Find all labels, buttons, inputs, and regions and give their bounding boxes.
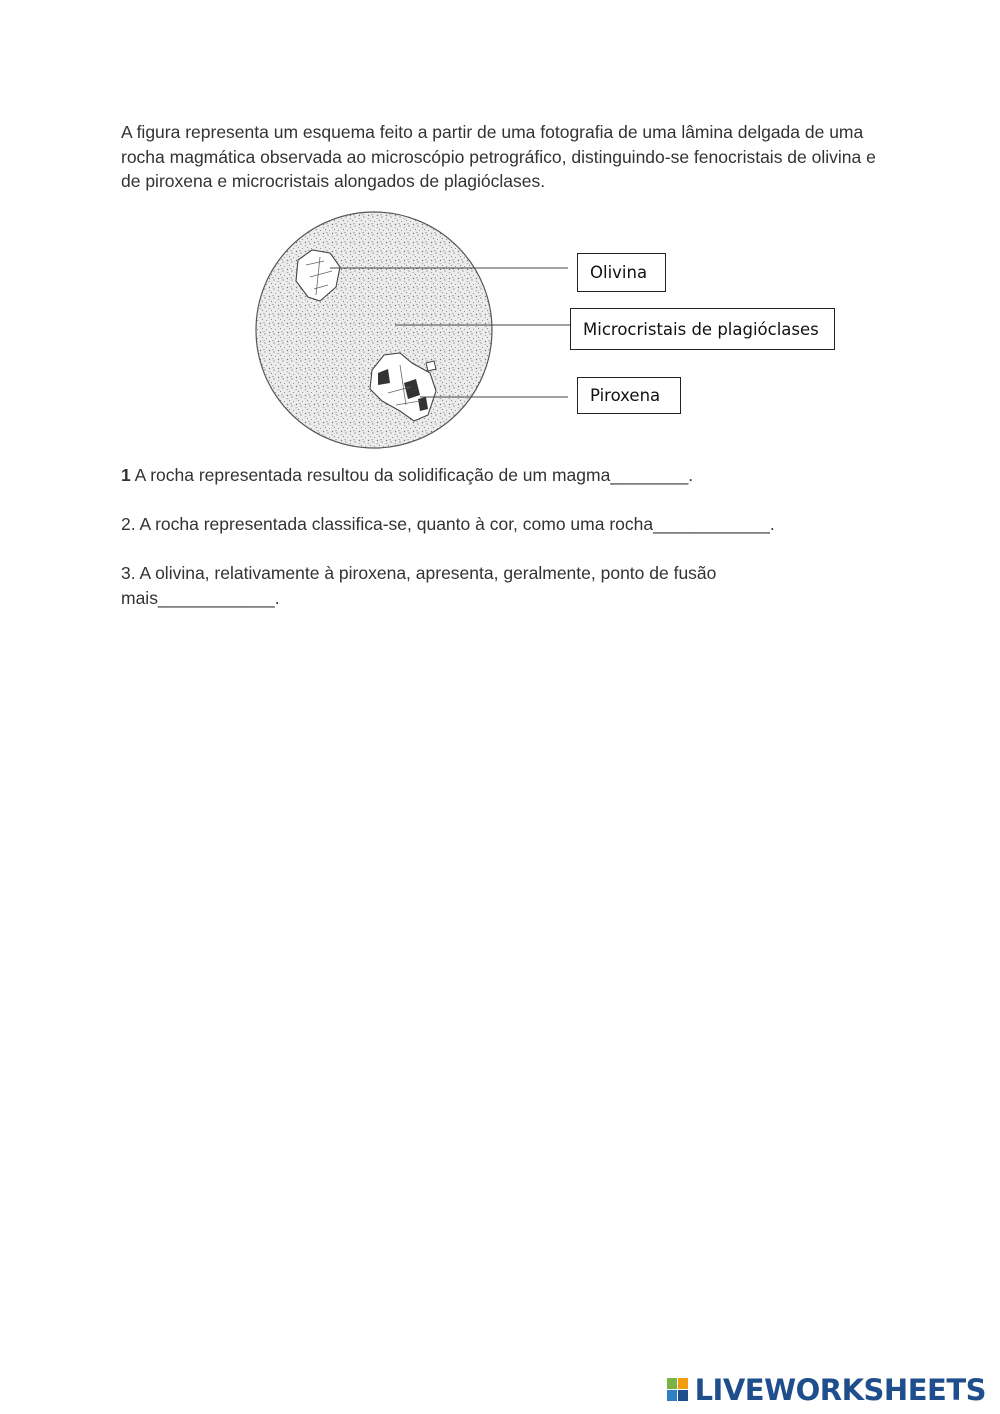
liveworksheets-brand — [667, 1373, 986, 1407]
question-3-text: A olivina, relativamente à piroxena, apresenta, geralmente, ponto de fusão mais — [121, 563, 717, 608]
liveworksheets-logo-icon — [667, 1376, 689, 1404]
question-1-answer-blank[interactable]: ________ — [610, 465, 689, 485]
liveworksheets-wordmark: LIVEWORKSHEETS — [694, 1373, 986, 1407]
intro-paragraph: A figura representa um esquema feito a partir de uma fotografia de uma lâmina delgada de uma rocha magmática observada ao microscópio petrográfico, distinguindo-se fenocristais de olivina e de piroxena e microcristais alongados de plagióclases. — [121, 122, 876, 191]
piroxena-label: Piroxena — [577, 377, 681, 414]
question-3-answer-blank[interactable]: ____________ — [157, 588, 275, 608]
question-1-number: 1 — [121, 465, 131, 485]
question-3-number: 3. — [121, 563, 136, 583]
thin-section-circle — [256, 212, 492, 448]
olivina-label: Olivina — [577, 253, 666, 292]
question-2-answer-blank[interactable]: ____________ — [653, 514, 770, 534]
plagioclases-label: Microcristais de plagióclases — [570, 308, 835, 350]
question-2: 2. A rocha representada classifica-se, quanto à cor, como uma rocha____________. — [121, 514, 775, 534]
question-1: 1 A rocha representada resultou da solidificação de um magma________. — [121, 465, 694, 485]
question-2-number: 2. — [121, 514, 136, 534]
question-3: 3. A olivina, relativamente à piroxena, apresenta, geralmente, ponto de fusão mais____________. — [121, 563, 717, 608]
question-2-text: A rocha representada classifica-se, quanto à cor, como uma rocha — [135, 514, 654, 534]
question-1-text: A rocha representada resultou da solidificação de um magma — [130, 465, 611, 485]
thin-section-figure — [250, 205, 850, 455]
